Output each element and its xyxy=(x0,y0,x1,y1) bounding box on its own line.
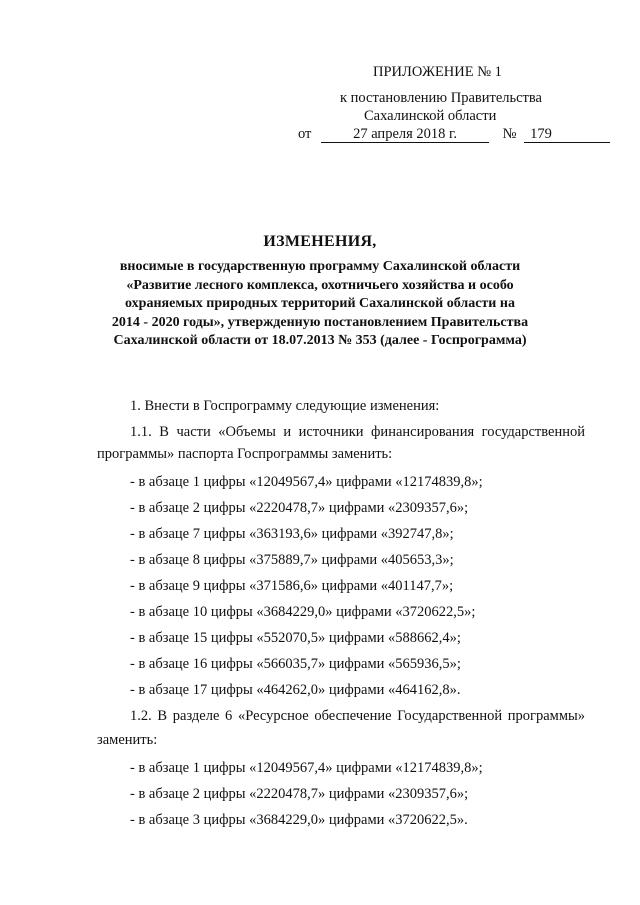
list-item: - в абзаце 15 цифры «552070,5» цифрами «588662,4»; xyxy=(130,630,461,646)
from-label: от xyxy=(298,126,312,142)
number-label: № xyxy=(502,126,517,142)
region-label: Сахалинской области xyxy=(364,108,497,124)
subtitle-line: «Развитие лесного комплекса, охотничьего хозяйства и особо xyxy=(126,277,514,293)
section-1-2-text: 1.2. В разделе 6 «Ресурсное обеспечение Государственной программы» xyxy=(130,708,585,724)
subtitle-line: охраняемых природных территорий Сахалинской области на xyxy=(125,296,515,311)
list-item: - в абзаце 16 цифры «566035,7» цифрами «565936,5»; xyxy=(130,656,461,672)
list-item: - в абзаце 7 цифры «363193,6» цифрами «392747,8»; xyxy=(130,526,454,542)
section-1-1-second-line: программы» паспорта Госпрограммы заменить: xyxy=(97,446,393,462)
appendix-label: ПРИЛОЖЕНИЕ № 1 xyxy=(373,64,502,80)
subtitle-line: вносимые в государственную программу Сахалинской области xyxy=(119,259,521,274)
subtitle-line: 2014 - 2020 годы», утвержденную постановлением Правительства xyxy=(111,314,529,330)
resolution-date-row xyxy=(298,126,610,143)
subtitle-line: Сахалинской области от 18.07.2013 № 353 (далее - Госпрограмма) xyxy=(113,333,527,348)
document-heading: ИЗМЕНЕНИЯ, xyxy=(263,233,377,250)
intro-paragraph: 1. Внести в Госпрограмму следующие изменения: xyxy=(130,398,440,414)
list-item: - в абзаце 2 цифры «2220478,7» цифрами «2309357,6»; xyxy=(130,786,469,802)
list-item: - в абзаце 8 цифры «375889,7» цифрами «405653,3»; xyxy=(130,552,454,568)
resolution-date: 27 апреля 2018 г. xyxy=(321,127,489,143)
list-item: - в абзаце 9 цифры «371586,6» цифрами «401147,7»; xyxy=(130,578,454,594)
section-1-1-first-line xyxy=(130,424,585,441)
list-item: - в абзаце 2 цифры «2220478,7» цифрами «2309357,6»; xyxy=(130,500,469,516)
document-subtitle xyxy=(100,258,540,351)
section-1-2-second-line: заменить: xyxy=(97,732,158,748)
section-1-2-first-line xyxy=(130,708,585,725)
list-item: - в абзаце 1 цифры «12049567,4» цифрами «12174839,8»; xyxy=(130,474,483,490)
section-1-1-text: 1.1. В части «Объемы и источники финансирования государственной xyxy=(130,424,585,440)
list-item: - в абзаце 10 цифры «3684229,0» цифрами «3720622,5»; xyxy=(130,604,476,620)
resolution-label: к постановлению Правительства xyxy=(340,90,542,106)
list-item: - в абзаце 17 цифры «464262,0» цифрами «464162,8». xyxy=(130,682,461,698)
list-item: - в абзаце 1 цифры «12049567,4» цифрами «12174839,8»; xyxy=(130,760,483,776)
list-item: - в абзаце 3 цифры «3684229,0» цифрами «3720622,5». xyxy=(130,812,468,828)
resolution-number: 179 xyxy=(524,127,610,143)
